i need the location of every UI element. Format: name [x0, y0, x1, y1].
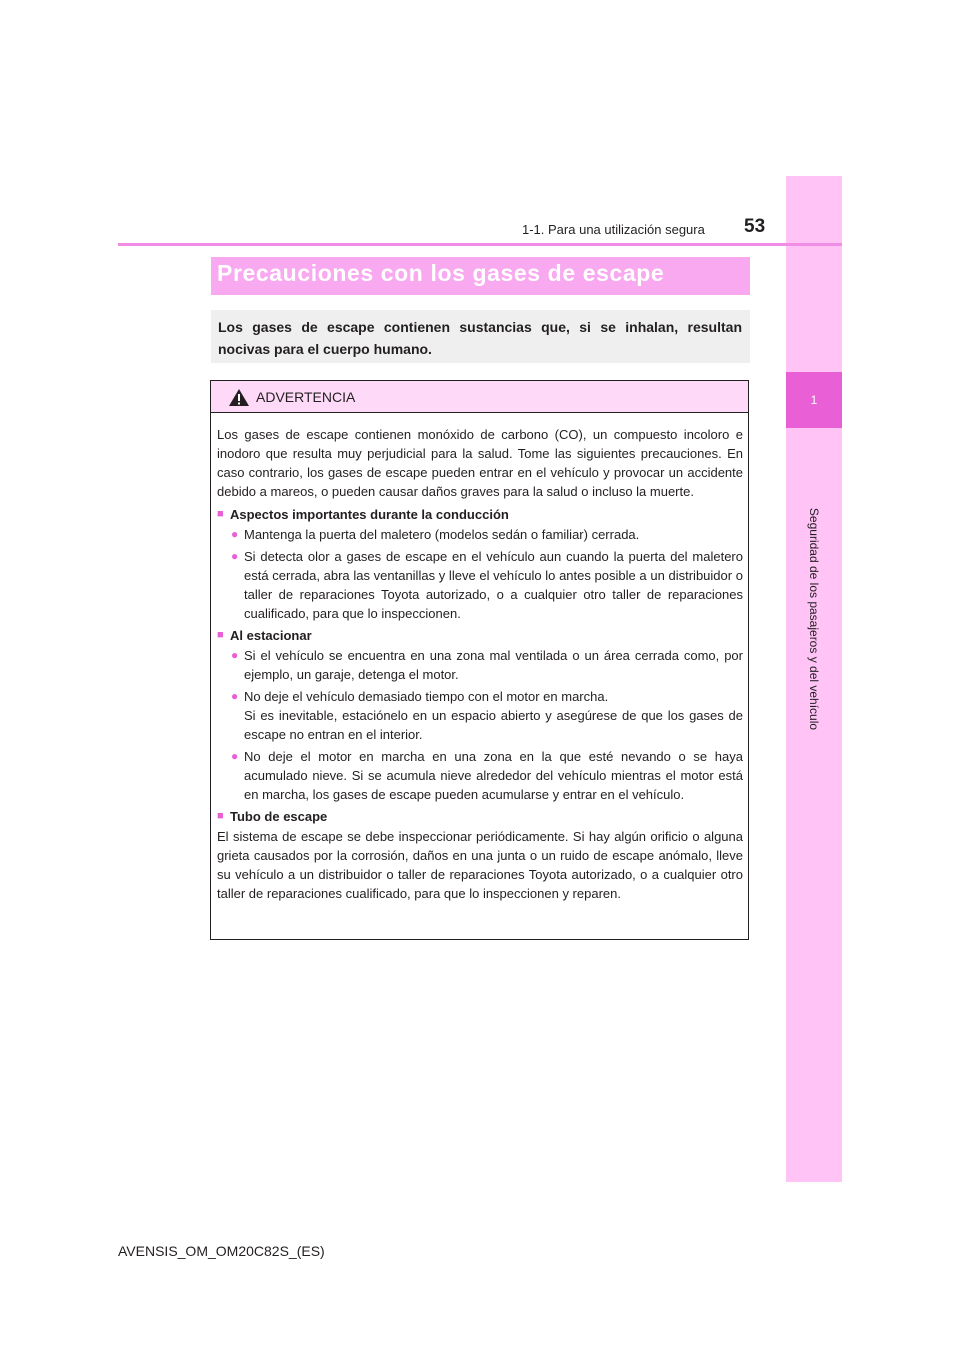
chapter-side-tab [786, 176, 842, 1182]
chapter-number-box [786, 372, 842, 428]
chapter-title: Seguridad de los pasajeros y del vehículo [807, 507, 821, 731]
warning-section-heading [217, 505, 743, 524]
square-bullet-icon: ■ [217, 629, 224, 641]
circle-bullet-icon: ● [231, 648, 239, 662]
square-bullet-icon: ■ [217, 508, 224, 520]
section-paragraph: El sistema de escape se debe inspeccionar periódicamente. Si hay algún orificio o alguna grieta causados por la corrosión, daños en una junta o un ruido de escape anómalo, lleve su vehículo a un distribuidor o taller de reparaciones Toyota autorizado, o a cualquier otro taller de reparaciones cualificado, para que lo inspeccionen y reparen. [217, 829, 743, 901]
warning-label: ADVERTENCIA [256, 389, 356, 405]
circle-bullet-icon: ● [231, 689, 239, 703]
section-heading-text: Al estacionar [230, 628, 312, 643]
intro-box [211, 310, 750, 363]
warning-bullet [231, 646, 743, 684]
warning-triangle-icon [228, 388, 250, 407]
warning-bullet [231, 747, 743, 804]
bullet-text: Si el vehículo se encuentra en una zona mal ventilada o un área cerrada como, por ejemplo, un garaje, detenga el motor. [244, 648, 743, 682]
bullet-text-block [244, 687, 743, 744]
bullet-text-continuation: Si es inevitable, estaciónelo en un espacio abierto y asegúrese de que los gases de escape no entran en el interior. [244, 708, 743, 742]
circle-bullet-icon: ● [231, 549, 239, 563]
warning-header [211, 381, 748, 413]
bullet-text: Mantenga la puerta del maletero (modelos sedán o familiar) cerrada. [244, 527, 640, 542]
warning-section-heading [217, 807, 743, 826]
bullet-text: Si detecta olor a gases de escape en el vehículo aun cuando la puerta del maletero está cerrada, abra las ventanillas y lleve el vehículo lo antes posible a un distribuidor o taller de reparaciones Toyota autorizado, o a cualquier otro taller de reparaciones cualificado, para que lo inspeccionen. [244, 549, 743, 621]
square-bullet-icon: ■ [217, 810, 224, 822]
page-title-bar [211, 257, 750, 295]
warning-bullet [231, 525, 743, 544]
circle-bullet-icon: ● [231, 527, 239, 541]
header-rule [118, 243, 842, 246]
bullet-text: No deje el motor en marcha en una zona en la que esté nevando o se haya acumulado nieve. Si se acumula nieve alrededor del vehículo mientras el motor está en marcha, los gases de escape pueden acumularse y entrar en el vehículo. [244, 749, 743, 802]
warning-intro: Los gases de escape contienen monóxido de carbono (CO), un compuesto incoloro e inodoro que resulta muy perjudicial para la salud. Tome las siguientes precauciones. En caso contrario, los gases de escape pueden entrar en el vehículo y provocar un accidente debido a mareos, o pueden causar daños graves para la salud o incluso la muerte. [217, 427, 743, 499]
bullet-text: No deje el vehículo demasiado tiempo con el motor en marcha. [244, 689, 609, 704]
section-heading-text: Aspectos importantes durante la conducción [230, 507, 509, 522]
footer-document-code: AVENSIS_OM_OM20C82S_(ES) [118, 1243, 325, 1259]
warning-bullet [231, 687, 743, 744]
section-heading-text: Tubo de escape [230, 809, 328, 824]
warning-box [210, 380, 749, 940]
section-header: 1-1. Para una utilización segura [522, 222, 705, 237]
page-title: Precauciones con los gases de escape [217, 260, 665, 286]
warning-body [217, 425, 743, 903]
intro-text: Los gases de escape contienen sustancias que, si se inhalan, resultan nocivas para el cuerpo humano. [218, 319, 742, 357]
chapter-number: 1 [810, 393, 818, 407]
warning-section-heading [217, 626, 743, 645]
page-number: 53 [744, 216, 766, 237]
warning-bullet [231, 547, 743, 623]
circle-bullet-icon: ● [231, 749, 239, 763]
